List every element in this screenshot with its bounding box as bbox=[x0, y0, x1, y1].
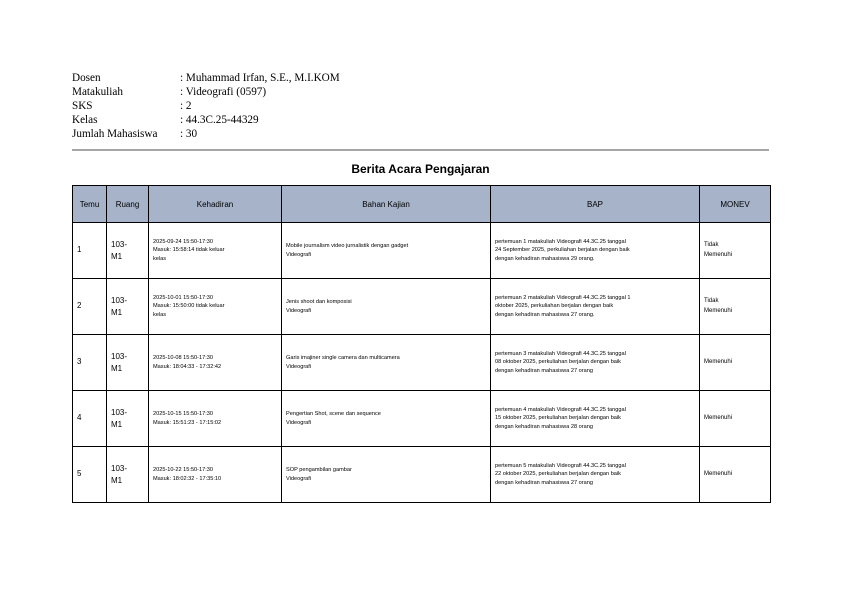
header-bahan-kajian: Bahan Kajian bbox=[282, 186, 491, 223]
table-row bbox=[73, 335, 771, 391]
bap-line: pertemuan 3 matakuliah Videografi 44.3C.25 tanggal bbox=[495, 350, 626, 357]
kehadiran-line: 2025-10-15 15:50-17:30 bbox=[153, 410, 214, 417]
info-value: : Muhammad Irfan, S.E., M.I.KOM bbox=[180, 72, 340, 84]
info-kelas bbox=[72, 113, 340, 127]
kehadiran-line: Masuk: 15:50:00 tidak keluar bbox=[153, 303, 225, 310]
kehadiran-line: 2025-09-24 15:50-17:30 bbox=[153, 238, 214, 245]
table-row bbox=[73, 447, 771, 503]
kehadiran-line: Masuk: 18:04:33 - 17:32:42 bbox=[153, 363, 222, 370]
course-info bbox=[72, 71, 340, 141]
kehadiran-line: Masuk: 15:58:14 tidak keluar bbox=[153, 247, 225, 254]
bap-line: pertemuan 4 matakuliah Videografi 44.3C.25 tanggal bbox=[495, 406, 626, 413]
cell-bap bbox=[491, 279, 700, 335]
bahan-line: Videografi bbox=[286, 363, 312, 370]
cell-bap bbox=[491, 447, 700, 503]
bap-line: oktober 2025, perkuliahan berjalan dengan baik bbox=[495, 303, 614, 310]
bap-line: pertemuan 5 matakuliah Videografi 44.3C.25 tanggal bbox=[495, 462, 626, 469]
kehadiran-line: Masuk: 15:51:23 - 17:15:02 bbox=[153, 419, 222, 426]
info-label: Jumlah Mahasiswa bbox=[72, 128, 158, 140]
cell-monev bbox=[700, 447, 771, 503]
cell-bap bbox=[491, 335, 700, 391]
cell-ruang bbox=[107, 223, 149, 279]
bap-line: dengan kehadiran mahasiswa 27 orang bbox=[495, 479, 593, 486]
bap-line: 08 oktober 2025, perkuliahan berjalan dengan baik bbox=[495, 359, 621, 366]
ruang-line: M1 bbox=[111, 363, 123, 373]
monev-line: Memenuhi bbox=[704, 470, 733, 477]
info-sks bbox=[72, 99, 340, 113]
cell-temu: 1 bbox=[73, 223, 107, 279]
cell-ruang bbox=[107, 391, 149, 447]
monev-line: Memenuhi bbox=[704, 251, 733, 258]
kehadiran-line: kelas bbox=[153, 311, 167, 318]
page-title: Berita Acara Pengajaran bbox=[351, 162, 490, 176]
ruang-line: 103- bbox=[111, 407, 128, 417]
cell-kehadiran bbox=[149, 447, 282, 503]
bahan-line: Garis imajiner single camera dan multicamera bbox=[286, 354, 400, 361]
cell-monev bbox=[700, 223, 771, 279]
bahan-line: Videografi bbox=[286, 307, 312, 314]
bahan-line: Videografi bbox=[286, 475, 312, 482]
bap-line: dengan kehadiran mahasiswa 29 orang. bbox=[495, 255, 595, 262]
cell-bahan-kajian bbox=[282, 223, 491, 279]
bahan-line: Jenis shoot dan komposisi bbox=[286, 298, 352, 305]
info-label: Kelas bbox=[72, 114, 98, 126]
cell-temu: 2 bbox=[73, 279, 107, 335]
bap-line: dengan kehadiran mahasiswa 27 orang. bbox=[495, 311, 595, 318]
info-value: : 2 bbox=[180, 100, 192, 112]
info-label: SKS bbox=[72, 100, 93, 112]
info-jumlah-mahasiswa bbox=[72, 127, 340, 141]
info-value: : Videografi (0597) bbox=[180, 86, 267, 98]
bahan-line: SOP pengambilan gambar bbox=[286, 466, 352, 473]
info-label: Dosen bbox=[72, 72, 101, 84]
cell-bahan-kajian bbox=[282, 447, 491, 503]
bap-line: 22 oktober 2025, perkuliahan berjalan dengan baik bbox=[495, 471, 621, 478]
info-value: : 44.3C.25-44329 bbox=[180, 114, 259, 126]
info-matakuliah bbox=[72, 85, 340, 99]
cell-ruang bbox=[107, 447, 149, 503]
cell-monev bbox=[700, 279, 771, 335]
bap-line: 15 oktober 2025, perkuliahan berjalan dengan baik bbox=[495, 415, 621, 422]
kehadiran-line: 2025-10-22 15:50-17:30 bbox=[153, 466, 214, 473]
ruang-line: 103- bbox=[111, 239, 128, 249]
table-row bbox=[73, 223, 771, 279]
header-bap: BAP bbox=[491, 186, 700, 223]
kehadiran-line: 2025-10-01 15:50-17:30 bbox=[153, 294, 214, 301]
header-kehadiran: Kehadiran bbox=[149, 186, 282, 223]
bahan-line: Mobile journalism video jurnalistik dengan gadget bbox=[286, 242, 409, 249]
info-dosen bbox=[72, 71, 340, 85]
bap-line: pertemuan 2 matakuliah Videografi 44.3C.25 tanggal 1 bbox=[495, 294, 631, 301]
bahan-line: Pengertian Shot, scene dan sequence bbox=[286, 410, 381, 417]
info-label: Matakuliah bbox=[72, 86, 123, 98]
bap-line: dengan kehadiran mahasiswa 27 orang bbox=[495, 367, 593, 374]
cell-bap bbox=[491, 223, 700, 279]
header-temu: Temu bbox=[73, 186, 107, 223]
cell-monev bbox=[700, 335, 771, 391]
ruang-line: 103- bbox=[111, 351, 128, 361]
cell-bahan-kajian bbox=[282, 335, 491, 391]
header-monev: MONEV bbox=[700, 186, 771, 223]
kehadiran-line: 2025-10-08 15:50-17:30 bbox=[153, 354, 214, 361]
bahan-line: Videografi bbox=[286, 251, 312, 258]
ruang-line: 103- bbox=[111, 295, 128, 305]
cell-bahan-kajian bbox=[282, 391, 491, 447]
cell-kehadiran bbox=[149, 391, 282, 447]
monev-line: Memenuhi bbox=[704, 414, 733, 421]
cell-kehadiran bbox=[149, 335, 282, 391]
monev-line: Tidak bbox=[704, 298, 719, 305]
bap-line: pertemuan 1 matakuliah Videografi 44.3C.25 tanggal bbox=[495, 238, 626, 245]
cell-kehadiran bbox=[149, 279, 282, 335]
cell-kehadiran bbox=[149, 223, 282, 279]
bap-table bbox=[72, 185, 771, 503]
kehadiran-line: kelas bbox=[153, 255, 167, 262]
table-row bbox=[73, 391, 771, 447]
cell-temu: 3 bbox=[73, 335, 107, 391]
kehadiran-line: Masuk: 18:02:32 - 17:35:10 bbox=[153, 475, 222, 482]
ruang-line: M1 bbox=[111, 419, 123, 429]
divider bbox=[72, 149, 769, 151]
table-row bbox=[73, 279, 771, 335]
ruang-line: 103- bbox=[111, 463, 128, 473]
ruang-line: M1 bbox=[111, 251, 123, 261]
cell-ruang bbox=[107, 279, 149, 335]
cell-temu: 4 bbox=[73, 391, 107, 447]
bap-line: dengan kehadiran mahasiswa 28 orang bbox=[495, 423, 593, 430]
cell-monev bbox=[700, 391, 771, 447]
bahan-line: Videografi bbox=[286, 419, 312, 426]
table-header-row bbox=[73, 186, 771, 223]
ruang-line: M1 bbox=[111, 475, 123, 485]
cell-ruang bbox=[107, 335, 149, 391]
ruang-line: M1 bbox=[111, 307, 123, 317]
cell-bahan-kajian bbox=[282, 279, 491, 335]
header-ruang: Ruang bbox=[107, 186, 149, 223]
bap-line: 24 September 2025, perkuliahan berjalan dengan baik bbox=[495, 247, 630, 254]
monev-line: Tidak bbox=[704, 242, 719, 249]
info-value: : 30 bbox=[180, 128, 198, 140]
monev-line: Memenuhi bbox=[704, 358, 733, 365]
cell-temu: 5 bbox=[73, 447, 107, 503]
monev-line: Memenuhi bbox=[704, 307, 733, 314]
cell-bap bbox=[491, 391, 700, 447]
